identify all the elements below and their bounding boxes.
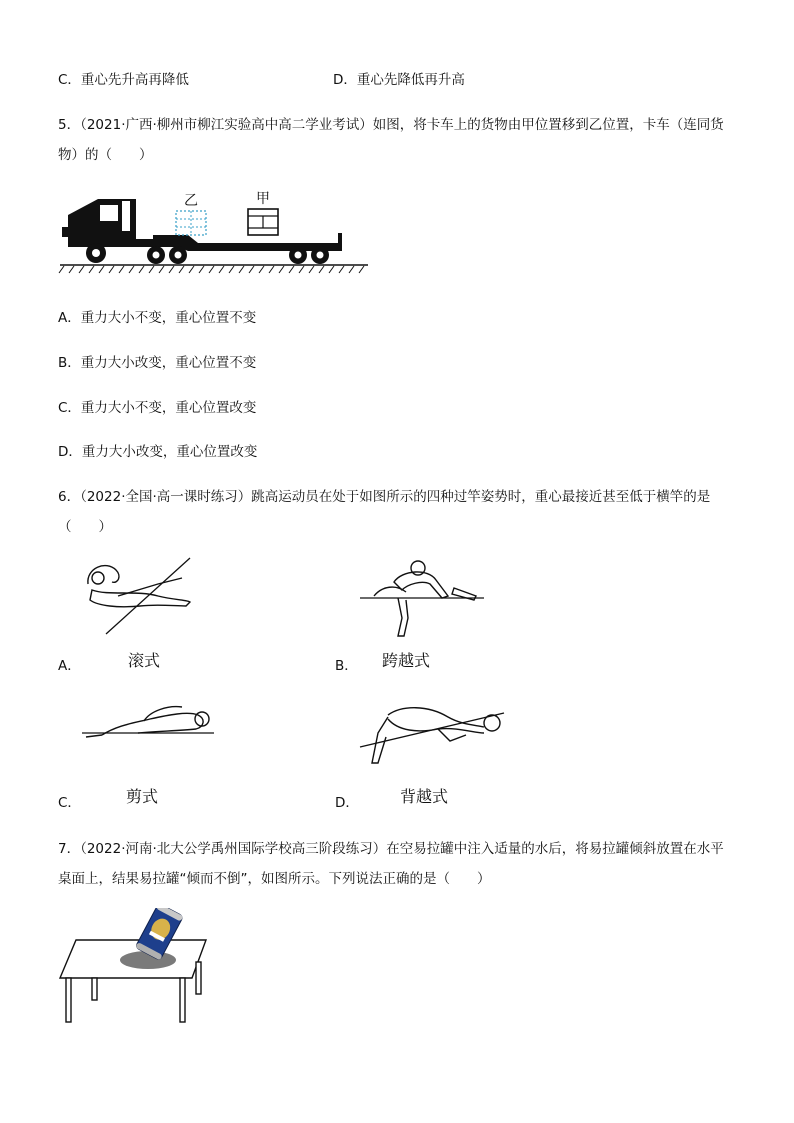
q6-choice-c-letter: C． [58,795,81,811]
tilted-can-on-table-figure [56,908,216,1028]
q7-stem-line1: 7．（2022·河南·北大公学禹州国际学校高三阶段练习）在空易拉罐中注入适量的水后，将易拉罐倾斜放置在水平 [58,841,724,857]
q5-option-a: A．重力大小不变，重心位置不变 [58,310,257,326]
q6-choice-a-caption: 滚式 [128,651,161,670]
label-jia: 甲 [256,191,270,207]
q6-choice-a-letter: A． [58,658,81,674]
q4-option-d: D．重心先降低再升高 [333,72,465,88]
label-yi: 乙 [184,193,198,209]
q5-option-b: B．重力大小改变，重心位置不变 [58,355,257,371]
q6-stem-line2: （ ） [58,519,112,535]
high-jump-straddle-figure [358,556,488,646]
q6-choice-d-caption: 背越式 [400,787,449,806]
q5-stem-line1: 5．（2021·广西·柳州市柳江实验高中高二学业考试）如图，将卡车上的货物由甲位置移到乙位置，卡车（连同货 [58,117,724,133]
q6-choice-d-letter: D． [335,795,359,811]
q6-choice-b-letter: B． [335,658,358,674]
q5-option-c: C．重力大小不变，重心位置改变 [58,400,257,416]
q5-stem-line2: 物）的（ ） [58,147,153,163]
high-jump-scissors-figure [78,697,218,747]
q6-stem-line1: 6．（2022·全国·高一课时练习）跳高运动员在处于如图所示的四种过竿姿势时，重心最接近甚至低于横竿的是 [58,489,711,505]
q6-choice-c-caption: 剪式 [126,787,159,806]
q4-option-c: C．重心先升高再降低 [58,72,189,88]
q6-choice-b-caption: 跨越式 [382,651,431,670]
truck-figure [58,185,373,275]
q5-option-d: D．重力大小改变，重心位置改变 [58,444,258,460]
q7-stem-line2: 桌面上，结果易拉罐“倾而不倒”，如图所示。下列说法正确的是（ ） [58,871,491,887]
high-jump-roll-figure [78,556,198,636]
high-jump-flop-figure [358,697,508,769]
